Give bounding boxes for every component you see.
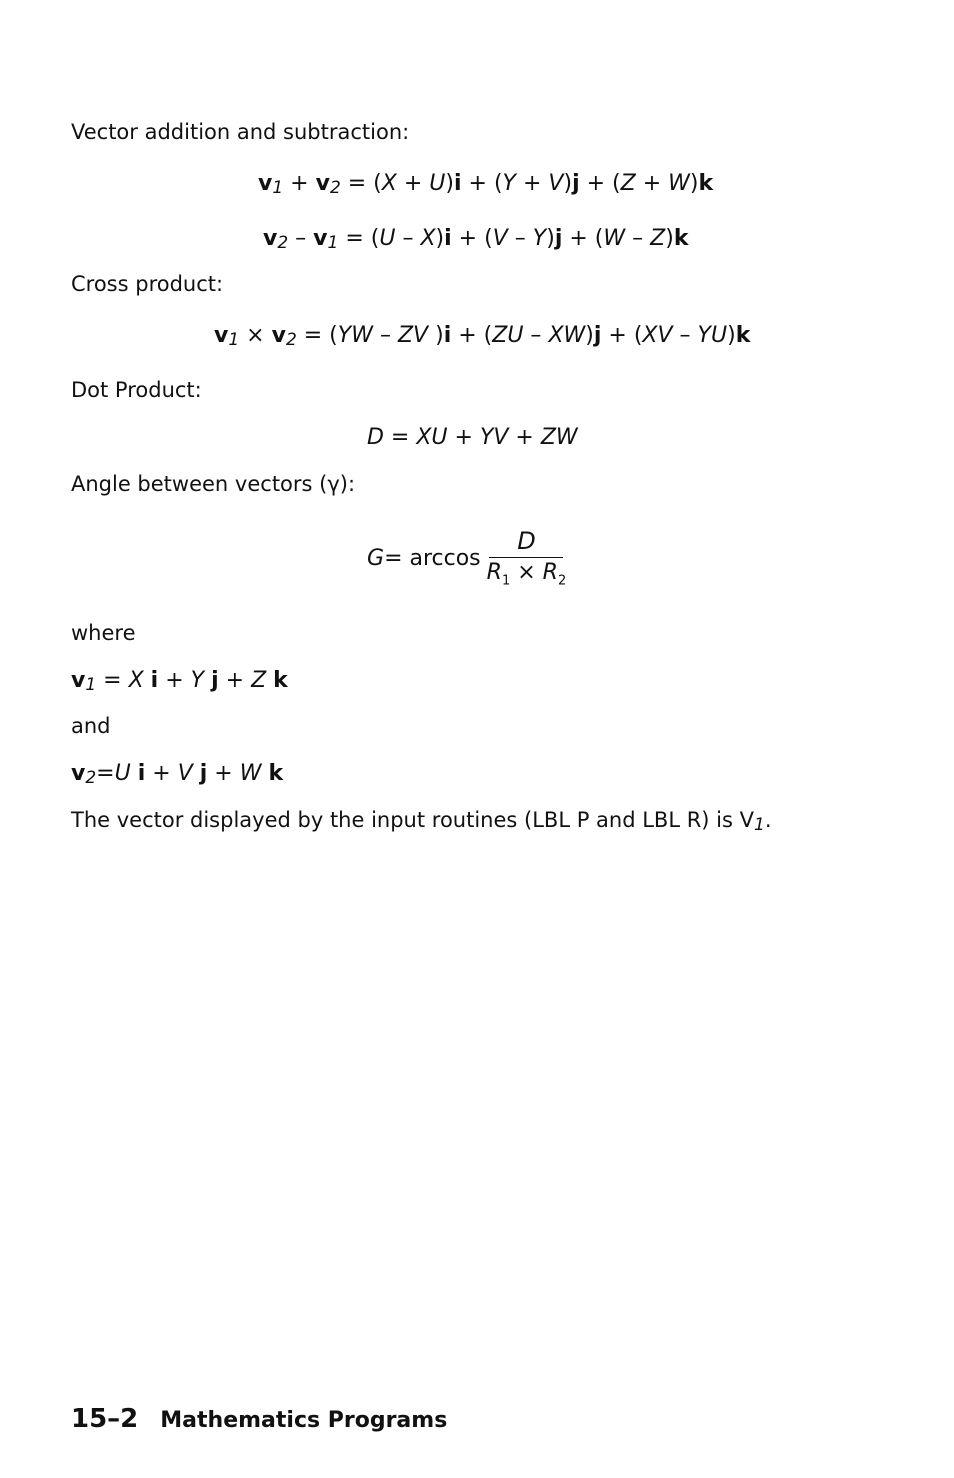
equation-dot-product: D = XU + YV + ZW bbox=[367, 425, 578, 450]
angle-numerator: D bbox=[489, 527, 563, 558]
text-and: and bbox=[71, 714, 111, 738]
angle-lhs-variable: G bbox=[367, 545, 385, 571]
angle-fraction bbox=[487, 527, 567, 588]
angle-denominator: $R_1 \times R_2$ bbox=[486, 560, 567, 589]
angle-lhs-arccos: = arccos bbox=[384, 545, 481, 571]
definition-v2: v2=U i + V j + W k bbox=[71, 761, 284, 788]
equation-vector-difference: v2 – v1 = (U – X)i + (V – Y)j + (W – Z)k bbox=[263, 226, 689, 253]
equation-cross-product: v1 × v2 = (YW – ZV )i + (ZU – XW)j + (XV – YU)k bbox=[214, 323, 751, 350]
text-displayed-vector: The vector displayed by the input routines (LBL P and LBL R) is V1. bbox=[71, 808, 772, 835]
definition-v1: v1 = X i + Y j + Z k bbox=[71, 668, 288, 695]
section-title: Mathematics Programs bbox=[160, 1408, 448, 1433]
heading-angle-between-vectors: Angle between vectors (γ): bbox=[71, 472, 356, 496]
heading-vector-add-sub: Vector addition and subtraction: bbox=[71, 120, 410, 144]
page-footer bbox=[71, 1404, 447, 1434]
equation-vector-sum: v1 + v2 = (X + U)i + (Y + V)j + (Z + W)k bbox=[258, 171, 714, 198]
text-where: where bbox=[71, 621, 136, 645]
page-number: 15–2 bbox=[71, 1404, 139, 1434]
heading-cross-product: Cross product: bbox=[71, 272, 224, 296]
heading-dot-product: Dot Product: bbox=[71, 378, 202, 402]
equation-angle bbox=[367, 520, 566, 596]
